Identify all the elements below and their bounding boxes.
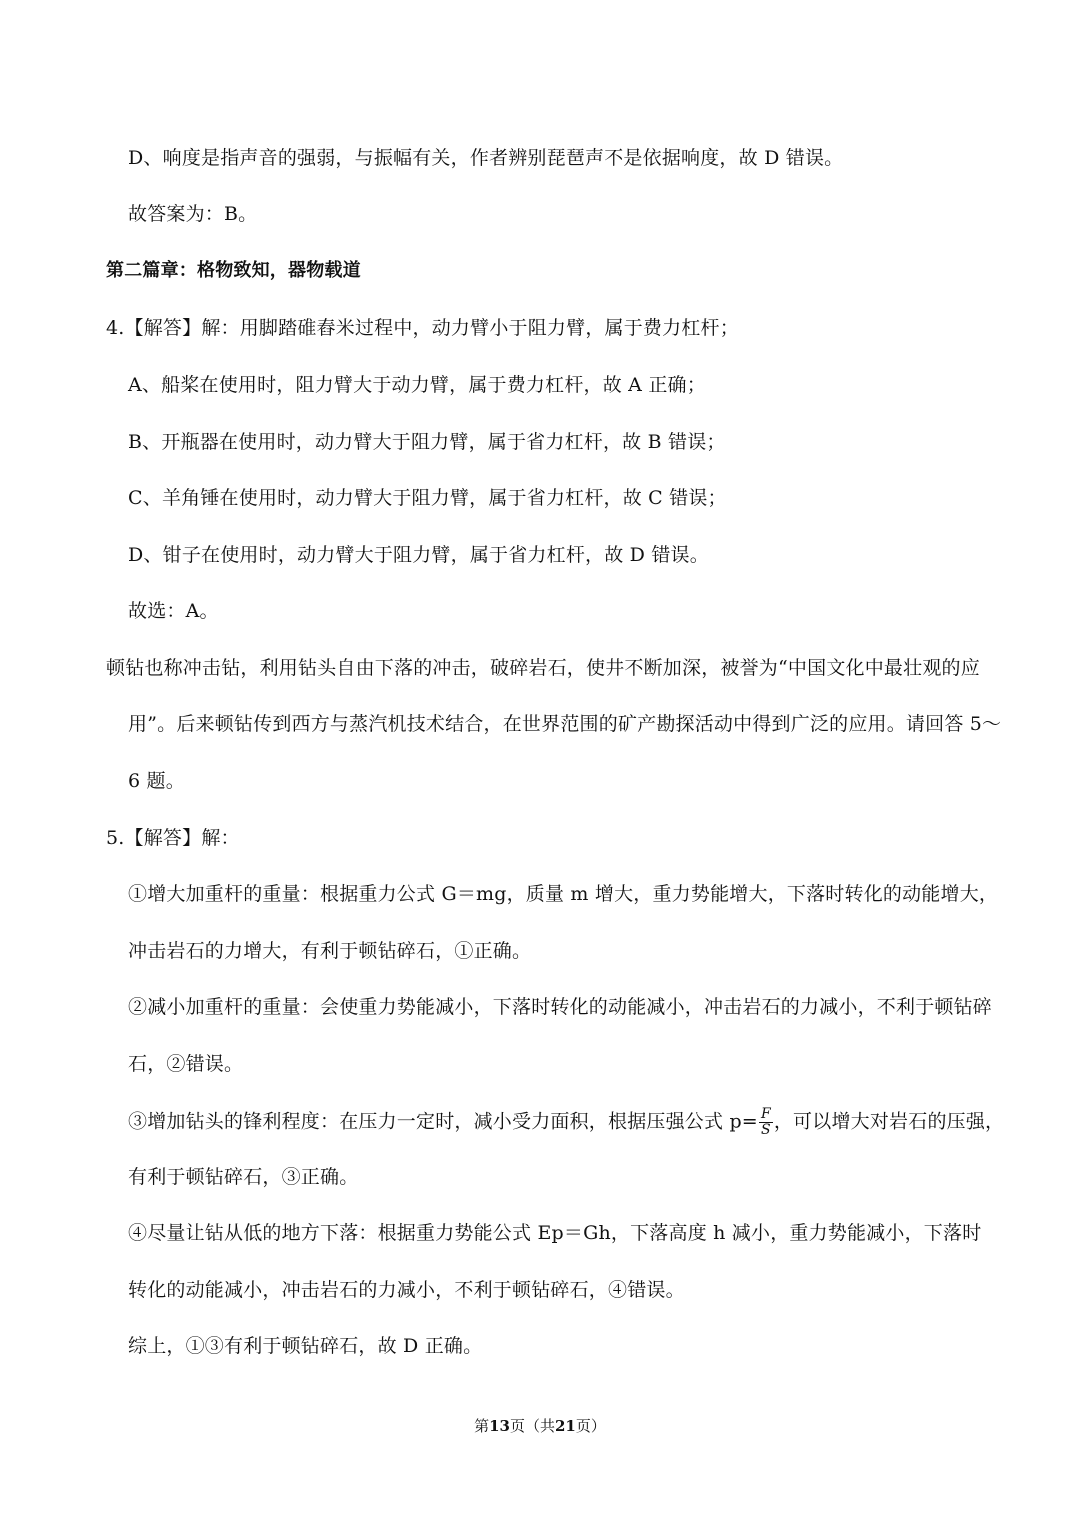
answer-line-d-loudness: D、响度是指声音的强弱，与振幅有关，作者辨别琵琶声不是依据响度，故 D 错误。: [128, 147, 844, 169]
fraction-numerator: F: [760, 1106, 771, 1122]
passage-line-2: 用”。后来顿钻传到西方与蒸汽机技术结合，在世界范围的矿产勘探活动中得到广泛的应用。请回答 5～: [128, 713, 1002, 735]
item-4-line-2: 转化的动能减小，冲击岩石的力减小，不利于顿钻碎石，④错误。: [128, 1279, 685, 1301]
option-d-line: D、钳子在使用时，动力臂大于阻力臂，属于省力杠杆，故 D 错误。: [128, 544, 709, 566]
pressure-fraction: [759, 1107, 773, 1138]
option-b-line: B、开瓶器在使用时，动力臂大于阻力臂，属于省力杠杆，故 B 错误；: [128, 431, 726, 453]
fraction-denominator: S: [761, 1122, 771, 1138]
option-a-line: A、船桨在使用时，阻力臂大于动力臂，属于费力杠杆，故 A 正确；: [128, 374, 706, 396]
item-3-text-after: ，可以增大对岩石的压强，: [773, 1110, 1005, 1133]
total-pages: 21: [555, 1417, 576, 1435]
passage-line-3: 6 题。: [128, 770, 185, 792]
option-c-line: C、羊角锤在使用时，动力臂大于阻力臂，属于省力杠杆，故 C 错误；: [128, 487, 727, 509]
answer-conclusion-3: 故答案为：B。: [128, 203, 258, 225]
question-4-solution: 4.【解答】解：用脚踏碓舂米过程中，动力臂小于阻力臂，属于费力杠杆；: [106, 317, 739, 339]
item-1-line-2: 冲击岩石的力增大，有利于顿钻碎石，①正确。: [128, 940, 532, 962]
summary-line: 综上，①③有利于顿钻碎石，故 D 正确。: [128, 1335, 483, 1357]
item-2-line-1: ②减小加重杆的重量：会使重力势能减小，下落时转化的动能减小，冲击岩石的力减小，不利于顿钻碎: [128, 996, 993, 1018]
page-number: 13: [489, 1417, 510, 1435]
footer-suffix: 页）: [575, 1417, 606, 1435]
item-3-line-2: 有利于顿钻碎石，③正确。: [128, 1166, 359, 1188]
item-1-line-1: ①增大加重杆的重量：根据重力公式 G＝mg，质量 m 增大，重力势能增大，下落时转化的动能增大，: [128, 883, 999, 905]
item-2-line-2: 石，②错误。: [128, 1053, 244, 1075]
question-4-choice: 故选：A。: [128, 600, 219, 622]
passage-line-1: 顿钻也称冲击钻，利用钻头自由下落的冲击，破碎岩石，使井不断加深，被誉为“中国文化中最壮观的应: [106, 657, 980, 679]
footer-prefix: 第: [474, 1417, 490, 1435]
item-3-line-1: [128, 1107, 1004, 1138]
page-footer: [0, 1416, 1080, 1436]
footer-middle: 页（共: [509, 1417, 555, 1435]
item-4-line-1: ④尽量让钻从低的地方下落：根据重力势能公式 Ep＝Gh，下落高度 h 减小，重力势能减小，下落时: [128, 1222, 982, 1244]
chapter-heading: 第二篇章：格物致知，器物载道: [106, 260, 361, 281]
item-3-text-before: ③增加钻头的锋利程度：在压力一定时，减小受力面积，根据压强公式 p=: [128, 1110, 758, 1133]
question-5-solution: 5.【解答】解：: [106, 827, 240, 849]
